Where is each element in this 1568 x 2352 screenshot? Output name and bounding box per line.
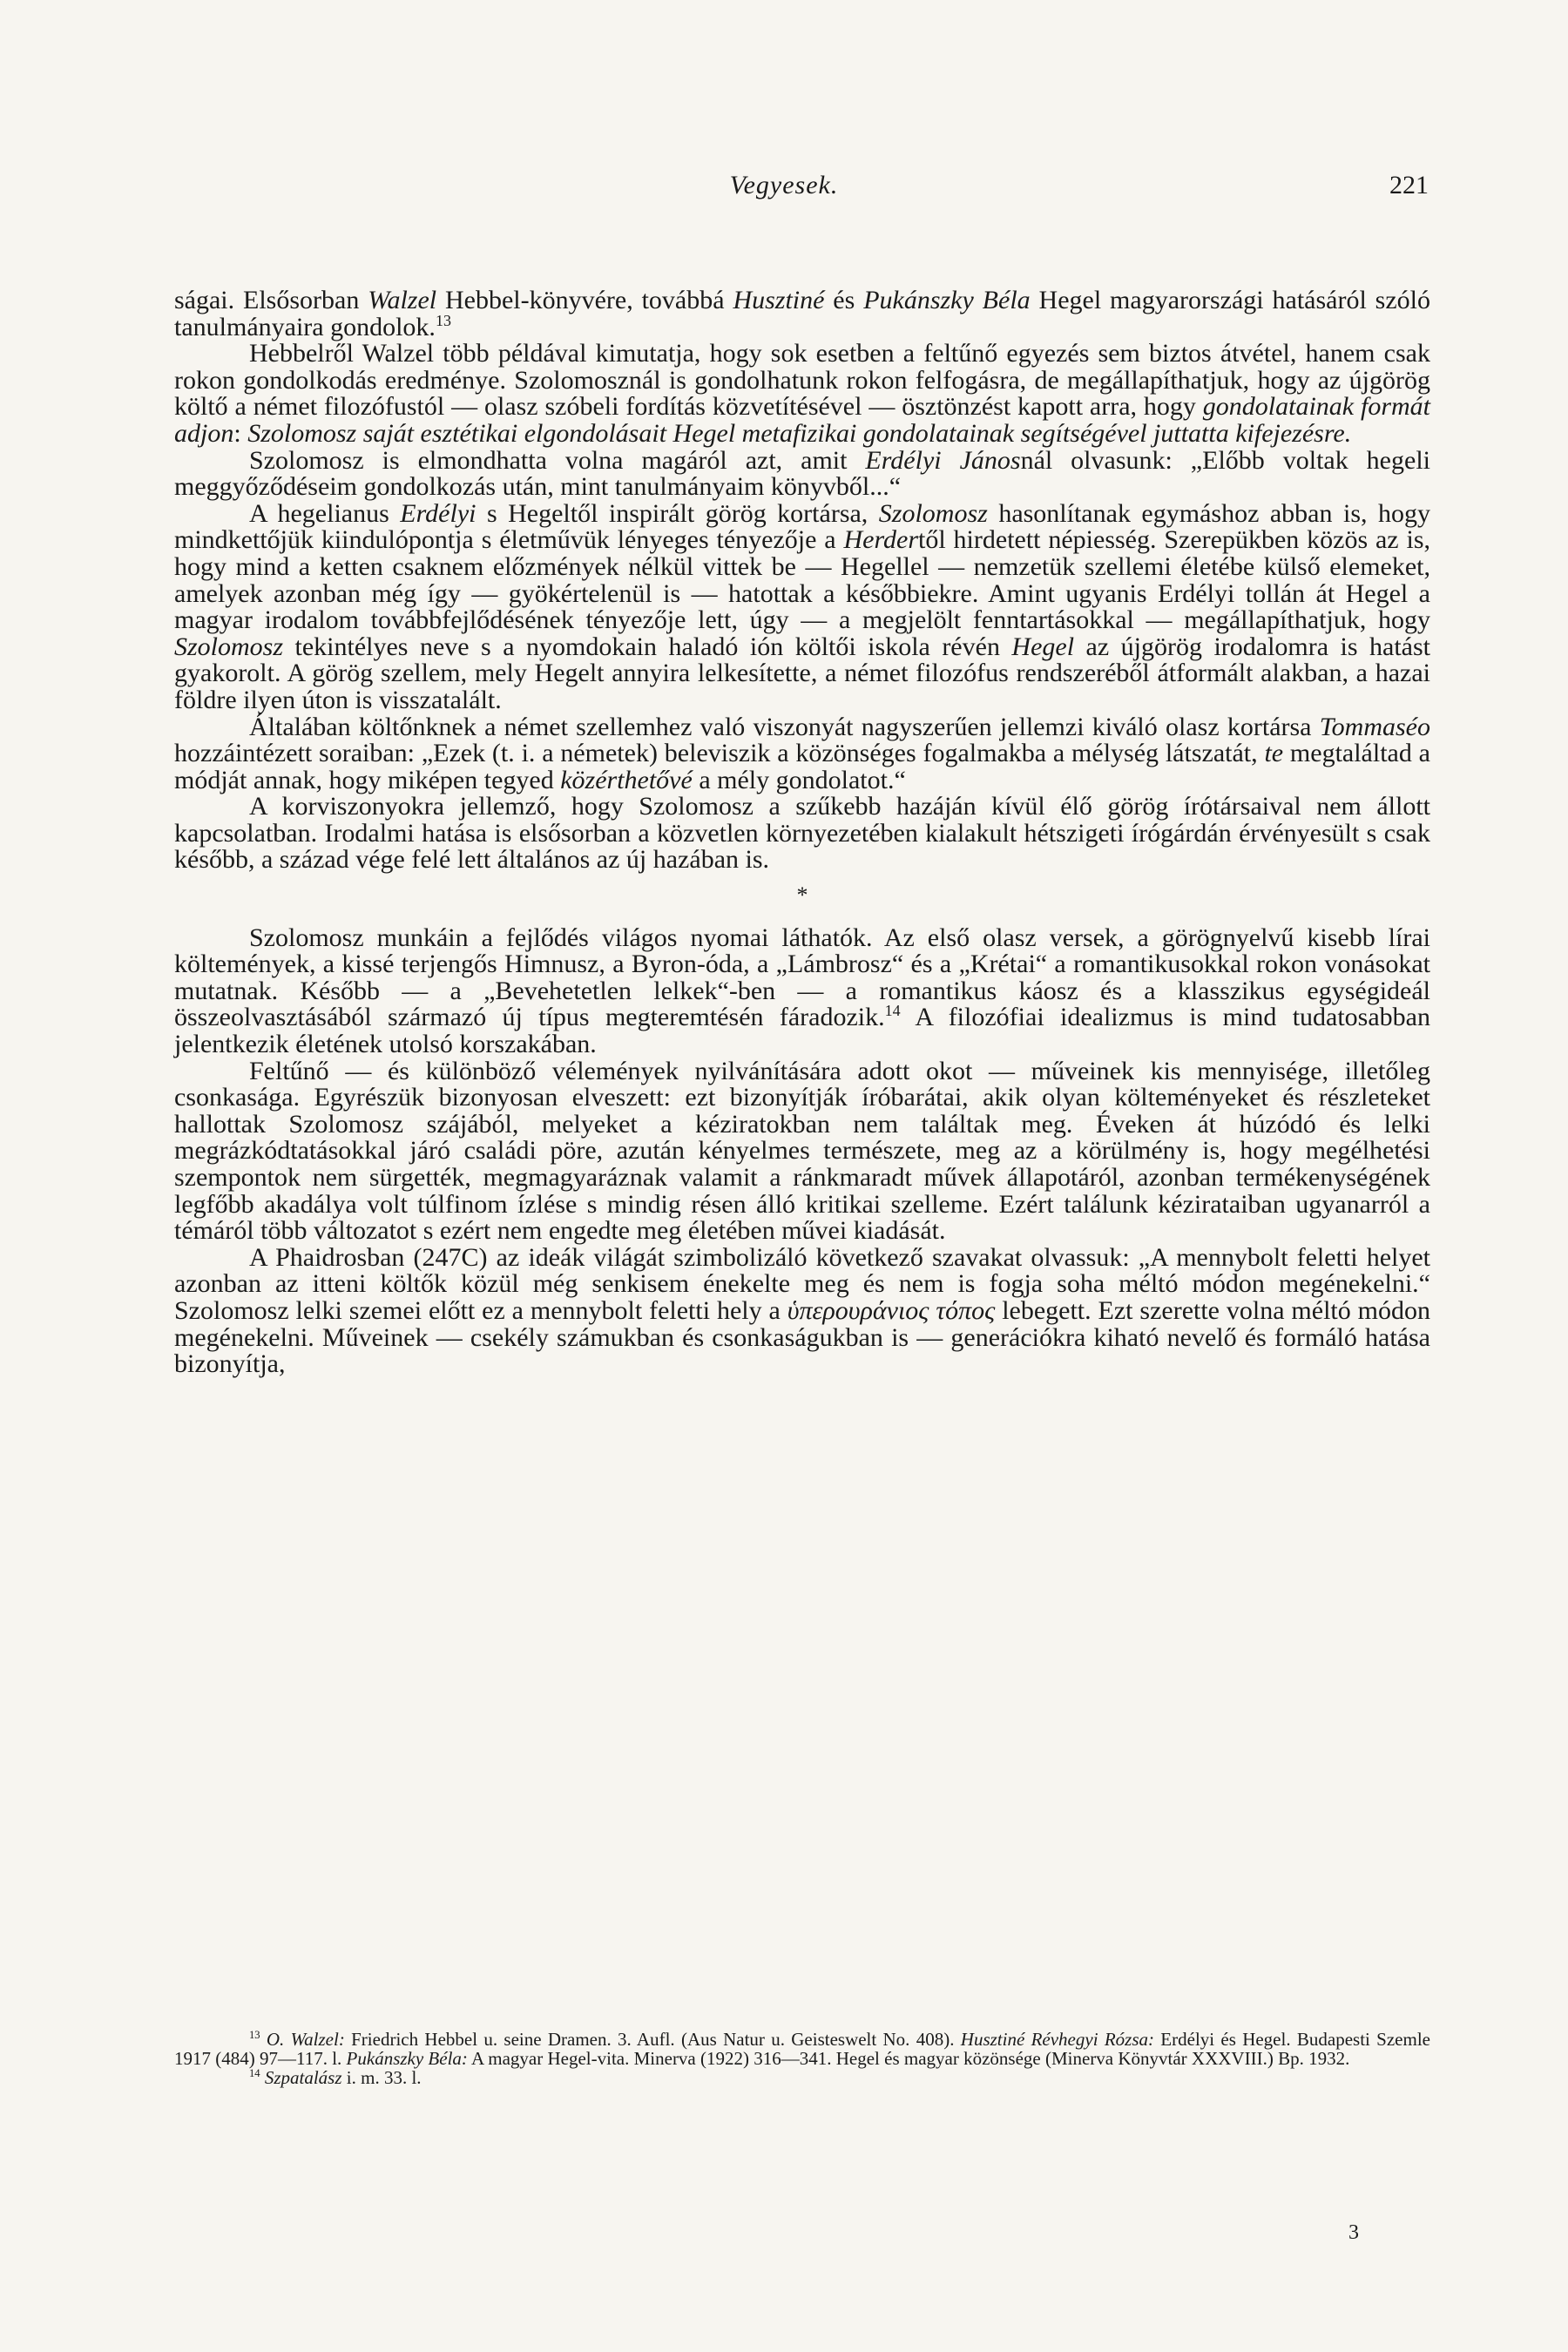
- paragraph: [174, 794, 1430, 874]
- text-run: A Phaidrosban (247C) az ideák világát szimbolizáló következő szavakat olvassuk: „A mennybolt feletti helyet azonban az itteni költők közül még senkisem énekelte meg és nem is fogja soha méltó módon megénekelni.“ Szolomosz lelki szemei előtt ez a mennybolt feletti hely a: [174, 1242, 1430, 1325]
- text-run: a mély gondolatot.“: [692, 765, 906, 794]
- italic-text: O. Walzel:: [260, 2029, 345, 2050]
- italic-text: Walzel: [368, 286, 437, 314]
- text-run: :: [233, 418, 248, 448]
- text-run: Hegel magyarországi hatásáról szóló tanulmányaira gondolok.: [174, 286, 1430, 341]
- paragraph: [174, 1242, 1430, 1379]
- text-run: Friedrich Hebbel u. seine Dramen. 3. Aufl. (Aus Natur u. Geisteswelt No. 408).: [344, 2029, 961, 2050]
- paragraph: [174, 925, 1430, 1058]
- text-run: Szolomosz is elmondhatta volna magáról azt, amit: [249, 445, 866, 475]
- footnote-ref: 13: [435, 311, 451, 329]
- text-run: Szolomosz munkáin a fejlődés világos nyomai láthatók. Az első olasz versek, a görögnyelvű kisebb lírai költemények, a kissé terjengős Himnusz, a Byron-óda, a „Lámbrosz“ és a „Krétai“ a romantikusokkal rokon vonásokat mutatnak. Később — a „Bevehetetlen lelkek“-ben — a romantikus káosz és a klasszikus egységideál összeolvasztásából származó új típus megteremtésén fáradozik.: [174, 923, 1430, 1032]
- paragraph: [174, 714, 1430, 794]
- section-separator: *: [796, 882, 808, 909]
- italic-text: Husztiné Révhegyi Rózsa:: [960, 2029, 1154, 2050]
- text-run: hozzáintézett soraiban: „Ezek (t. i. a németek) beleviszik a közönséges fogalmakba a mélység látszatát,: [174, 739, 1265, 768]
- text-run: s Hegeltől inspirált görög kortársa,: [476, 498, 879, 528]
- text-run: Hebbelről Walzel több példával kimutatja, hogy sok esetben a feltűnő egyezés sem biztos átvétel, hanem csak rokon gondolkodás eredménye. Szolomosznál is gondolhatunk rokon felfogásra, de megállapíthatjuk, hogy az újgörög költő a német filozófustól — olasz szóbeli fordítás közvetítésével — ösztönzést kapott arra, hogy: [174, 339, 1430, 422]
- footnote-ref: 13: [249, 2029, 260, 2041]
- text-run: lebegett. Ezt szerette volna méltó módon megénekelni. Műveinek — csekély számukban és csonkaságukban is — generációkra kiható nevelő és formáló hatása bizonyítja,: [174, 1295, 1430, 1379]
- text-run: A magyar Hegel-vita. Minerva (1922) 316—341. Hegel és magyar közönsége (Minerva Könyvtár XXXVIII.) Bp. 1932.: [467, 2048, 1350, 2069]
- italic-text: Szolomosz: [878, 498, 988, 528]
- text-run: A hegelianus: [249, 498, 401, 528]
- footnote-13: [174, 2030, 1430, 2068]
- text-run: től hirdetett népiesség. Szerepükben közös az is, hogy mind a ketten csaknem előzmények nélkül vittek be — Hegellel — nemzetük szellemi életébe külső elemeket, amelyek azonban még így — gyökértelenül is — hatottak a későbbiekre. Amint ugyanis Erdélyi tollán át Hegel a magyar irodalom továbbfejlődésének tényezője lett, úgy — a megjelölt fenntartásokkal — megállapíthatjuk, hogy: [174, 525, 1430, 635]
- paragraph: [174, 341, 1430, 447]
- italic-text: Pukánszky Béla:: [346, 2048, 468, 2069]
- italic-text: Erdélyi János: [865, 445, 1021, 475]
- paragraph: [174, 1058, 1430, 1245]
- italic-text: Tommaséo: [1319, 712, 1430, 741]
- italic-text: Hegel: [1011, 632, 1075, 661]
- italic-text: Husztiné: [733, 286, 825, 314]
- body-text: [174, 287, 1430, 1378]
- text-run: hasonlítanak egymáshoz abban is, hogy mindkettőjük kiindulópontja s életművük lényeges tényezője a: [174, 498, 1430, 555]
- text-run: nál olvasunk: „Előbb voltak hegeli meggyőződéseim gondolkozás után, mint tanulmányaim könyvből...“: [174, 445, 1430, 502]
- text-run: Feltűnő — és különböző vélemények nyilvánítására adott okot — műveinek kis mennyisége, illetőleg csonkasága. Egyrészük bizonyosan elveszett: ezt bizonyítják íróbarátai, akik olyan költeményeket és részleteket hallottak Szolomosz szájából, melyeket a kéziratokban nem találtak meg. Éveken át húzódó és lelki megrázkódtatásokkal járó családi pöre, azután kényelmes természete, meg az a körülmény is, hogy megélhetési szempontok nem sürgették, megmagyaráznak valamit a ránkmaradt művek állapotáról, azonban termékenységének legfőbb akadálya volt túlfinom ízlése s mindig résen álló kritikai szelleme. Ezért találunk kézirataiban ugyanarról a témáról több változatot s ezért nem engedte meg életében művei kiadását.: [174, 1056, 1430, 1246]
- italic-text: gondolatainak formát adjon: [174, 392, 1430, 448]
- text-run: A korviszonyokra jellemző, hogy Szolomosz a szűkebb hazáján kívül élő görög írótársaival nem állott kapcsolatban. Irodalmi hatása is elsősorban a közvetlen környezetében kialakult hétszigeti írógárdán érvényesült s csak később, a század vége felé lett általános az új hazában is.: [174, 792, 1430, 875]
- paragraph: [174, 498, 1430, 714]
- italic-text: Erdélyi: [400, 498, 476, 528]
- italic-text: ὑπερουράνιος τόπος: [787, 1295, 996, 1325]
- text-run: A filozófiai idealizmus is mind tudatosabban jelentkezik életének utolsó korszakában.: [174, 1003, 1430, 1059]
- text-run: Általában költőnknek a német szellemhez való viszonyát nagyszerűen jellemzi kiváló olasz kortársa: [249, 712, 1320, 741]
- footnote-ref: 14: [249, 2067, 260, 2079]
- text-run: tekintélyes neve s a nyomdokain haladó ión költői iskola révén: [283, 632, 1012, 661]
- text-run: Hebbel-könyvére, továbbá: [436, 286, 733, 314]
- italic-text: közérthetővé: [560, 765, 693, 794]
- italic-text: Szolomosz saját esztétikai elgondolásait Hegel metafizikai gondolatainak segítségével juttatta kifejezésre.: [247, 418, 1352, 448]
- footnote-14: [174, 2068, 1430, 2087]
- paragraph: [174, 445, 1430, 502]
- text-run: i. m. 33. l.: [341, 2067, 422, 2088]
- paragraph: [174, 287, 1430, 341]
- running-header: Vegyesek.: [729, 171, 839, 199]
- page-number: 221: [1389, 171, 1429, 199]
- italic-text: te: [1264, 739, 1284, 768]
- text-run: ságai. Elsősorban: [174, 286, 368, 314]
- italic-text: Szpatalász: [260, 2067, 342, 2088]
- signature-number: 3: [1348, 2221, 1359, 2244]
- italic-text: Herder: [843, 525, 919, 555]
- footnote-ref: 14: [884, 1002, 901, 1020]
- text-run: az újgörög irodalomra is hatást gyakorolt. A görög szellem, mely Hegelt annyira lelkesítette, a német filozófus rendszeréből átformált alakban, a hazai földre ilyen úton is visszatalált.: [174, 632, 1430, 714]
- text-run: és: [824, 286, 864, 314]
- footnotes: [174, 2030, 1430, 2087]
- text-run: Erdélyi és Hegel. Budapesti Szemle 1917 (484) 97—117. l.: [174, 2029, 1430, 2069]
- text-run: megtaláltad a módját annak, hogy miképen tegyed: [174, 739, 1430, 794]
- italic-text: Szolomosz: [174, 632, 284, 661]
- italic-text: Pukánszky Béla: [863, 286, 1031, 314]
